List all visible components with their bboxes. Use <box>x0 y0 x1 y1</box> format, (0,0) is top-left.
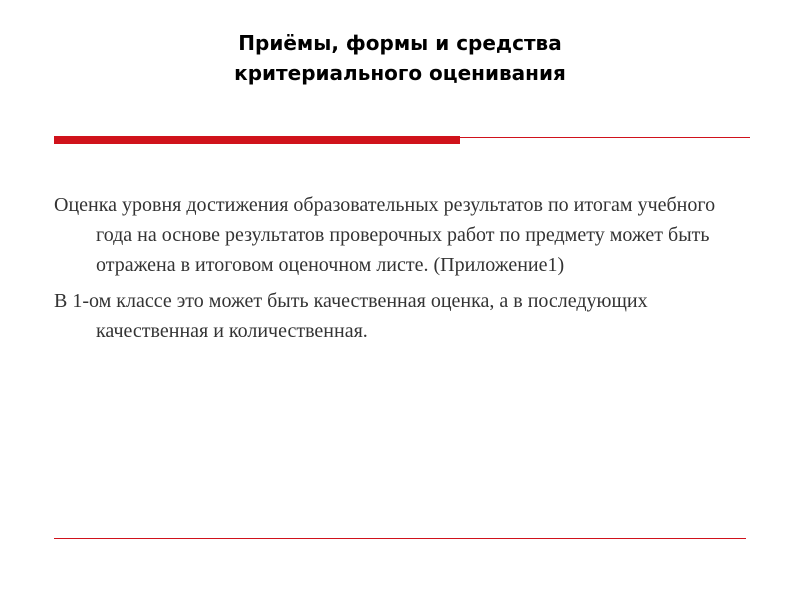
slide-title-line-2: критериального оценивания <box>234 61 566 85</box>
body-paragraph-1: Оценка уровня достижения образовательных результатов по итогам учебного года на основе результатов проверочных работ по предмету может быть отражена в итоговом оценочном листе. (Приложение1) <box>54 194 716 276</box>
title-divider-thick <box>54 136 460 144</box>
body-paragraph-2: В 1-ом классе это может быть качественная оценка, а в последующих качественная и количественная. <box>54 290 648 342</box>
slide-title <box>0 28 800 88</box>
title-divider-thin <box>460 137 750 138</box>
footer-divider <box>54 538 746 539</box>
slide-body <box>54 190 754 352</box>
slide-title-line-1: Приёмы, формы и средства <box>238 31 562 55</box>
